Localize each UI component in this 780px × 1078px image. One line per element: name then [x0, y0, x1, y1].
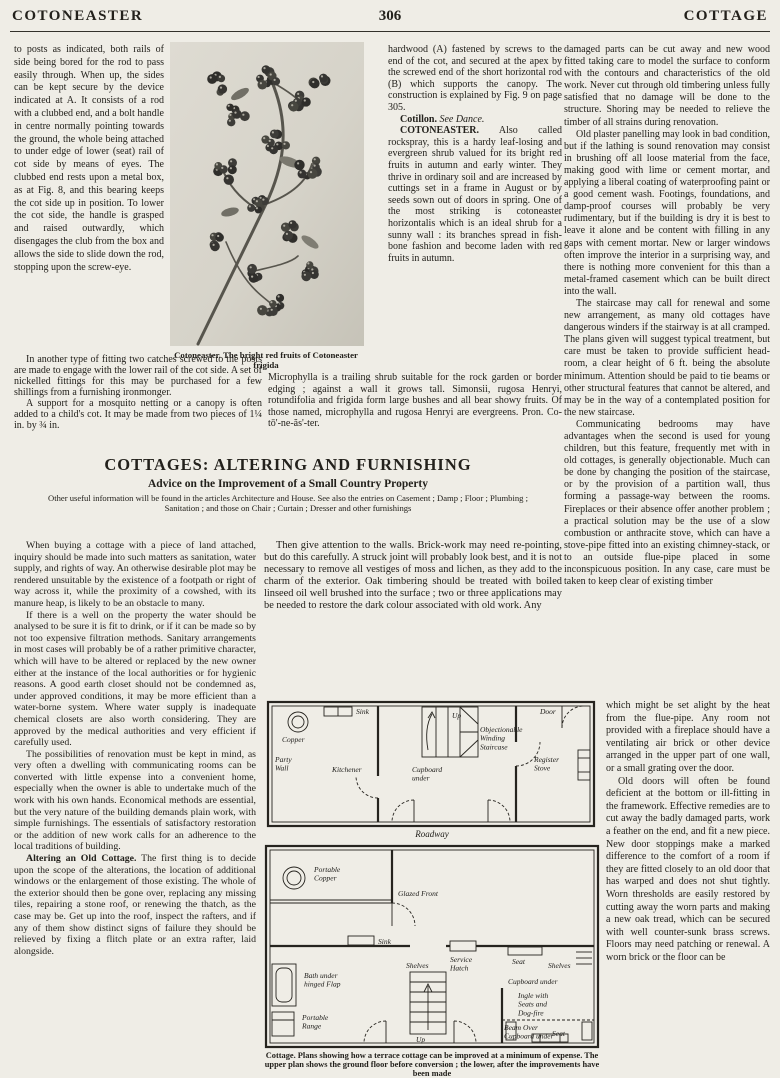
article-paragraph: If there is a well on the property the water should be analysed to be sure it is fit to drink, or if it can be made so by not too expensive filtration methods. Sanitary arrangements in most cases will probably be of a rather primitive character, which will have to be altered or replaced by the new owner either at the instance of the local authorities or for hygienic reasons. A good earth closet should not be condemned as, under approved conditions, it may be more efficient than a water-borne system. Where water supply is inadequate chemical closets are also worth considering. They are approved by the medical authorities and very efficient if carefully used. [14, 609, 256, 749]
cotoneaster-entry [388, 125, 562, 264]
cottage-paragraph: which might be set alight by the heat from the flue-pipe. Any room not provided with a fireplace should have a ventilating air brick or other device arranged in the upper part of one wall, or a small grating over the door. [606, 700, 770, 774]
plan-label-sink: Sink [378, 937, 391, 946]
page-number: 306 [378, 8, 402, 24]
cottage-paragraph: Old plaster panelling may look in bad condition, but if the lathing is sound renovation may consist in brushing off all loose material from the face, making good with lime or cement mortar, and applying a liberal coating of waterproofing paint or a good cement wash. Footings, foundations, and damp-proof courses will probably be very rudimentary, but if the building is dry it is best to leave it alone and be content with filling in any gaps with cement mortar. New or larger windows often improve the interior in a surprising way, and there is nothing more convenient for this than a metal-framed casement which can be built direct into the wall. [564, 128, 770, 297]
plan-label-shelves: Shelves [406, 961, 429, 970]
cotoneaster-photo [170, 42, 364, 346]
article-paragraph: When buying a cottage with a piece of land attached, inquiry should be made into such matters as sanitation, water supply, and rights of way. An otherwise desirable plot may be rendered unsuitable by the existence of a footpath or right of way across it, while the proximity of a cowshed, with its manure heap, is likely to be an obstacle to many. [14, 540, 256, 609]
plan-label-up: Up [416, 1035, 426, 1044]
article-paragraph-text: The first thing is to decide upon the scope of the alterations, the location of additional windows or the enlargement of those existing. The whole of the exterior should then be gone over, replacing any missing tiles, repairing a stone roof, or renewing the thatch, as the case may be. Get up into the roof, inspect the rafters, and if any of them show distinct signs of failure they should be relieved by fixing a flitch plate or an extra rafter, laid alongside. [14, 853, 256, 957]
plan-label-kitchener: Kitchener [332, 765, 362, 774]
section-subtitle: Advice on the Improvement of a Small Country Property [147, 478, 429, 490]
header-right-title: COTTAGE [683, 8, 768, 24]
cotoneaster-entry-tail [268, 372, 562, 434]
article-paragraph: The possibilities of renovation must be kept in mind, as very often a dwelling with communicating rooms can be converted with little expense into a convenient home, especially when the owner is able to undertake much of the work with his own hands. Economical methods are essential, but the very nature of the building demands plain work, with simple furnishings. The essentials of satisfactory restoration or the addition of new work calls for an adherence to the local traditions of building. [14, 748, 256, 853]
photo-caption: Cotoneaster. The bright red fruits of Cotoneaster frigida [174, 350, 358, 370]
cotillon-entry [388, 114, 562, 126]
plan-label-seat: Seat [512, 957, 525, 966]
plan-label-service-hatch: Service Hatch [450, 955, 473, 973]
plan-label-copper: Copper [282, 735, 305, 744]
right-column-lower [606, 700, 770, 1078]
cot-paragraph: A support for a mosquito netting or a canopy is often added to a child's cot. It may be made from two pieces of 1¼ in. by ¾ in. [14, 398, 262, 431]
plan-label-register-stove: Register Stove [534, 755, 559, 773]
roadway-label: Roadway [415, 829, 449, 839]
plan-label-shelves: Shelves [548, 961, 571, 970]
cot-paragraph: In another type of fitting two catches screwed to the posts are made to engage with the lower rail of the cot side. A set of nickelled fittings for this may be purchased for a few shillings from a furnishing ironmonger. [14, 354, 262, 398]
cottage-paragraph: Communicating bedrooms may have advantages when the second is used for young children, but this feature, frequently met with in old cottages, is generally objectionable. Much can be done by changing the position of the staircase, or by the provision of a partition wall, thus forming a passage-way between the rooms. Fireplaces or their absence offer another problem ; a practical solution may be the use of a slow combustion or anthracite stove, which can have a stove-pipe fitted into an existing chimney-stack, or to an outside flue-pipe placed in some inconspicuous position. In any case, care must be taken to keep clear of existing timber [564, 418, 770, 588]
header-left-title: COTONEASTER [12, 8, 144, 24]
cottage-paragraph: damaged parts can be cut away and new wood fitted taking care to model the surface to conform with the contours and characteristics of the old work. Never cut through old timbering unless fully satisfied that no damage will be done to the structure. Shoring may be needed to relieve the timber of all strains during renovation. [564, 44, 770, 128]
subheading-altering-old-cottage: Altering an Old Cottage. [26, 853, 137, 865]
plan-label-up: Up [452, 711, 462, 720]
plan-label-winding-staircase: Objectionable Winding Staircase [480, 725, 523, 752]
plan-label-sink: Sink [356, 707, 369, 716]
cot-paragraph: to posts as indicated, both rails of side being bored for the rod to pass easily through. When up, the sides can be kept secure by the device indicated at A. It consists of a rod with a clubbed end, and a bolt handle in centre normally pointing towards the ground, the whole being attached to under edge of lower (seat) rail of cot side by means of eyes. The clubbed end rests upon a metal box, as at Fig. 8, and this bearing keeps the cot side up in position. To lower the cot side, the handle is grasped and raised outwardly, which disengages the club from the box and allows the side to slide down the rod, stopping upon the screw-eye. [14, 44, 164, 273]
plan-label-beam-over: Beam Over Cupboard under [504, 1023, 554, 1041]
section-title: COTTAGES: ALTERING AND FURNISHING [104, 455, 472, 474]
plan-label-portable-range: Portable Range [302, 1013, 329, 1031]
plan-label-ingle: Ingle with Seats and Dog-fire [518, 991, 549, 1018]
floor-plan-after-conversion [264, 844, 600, 1049]
plan-label-seat: Seat [552, 1029, 565, 1038]
cot-entry-column-narrow [14, 44, 164, 350]
article-column-2 [264, 540, 562, 698]
cot-continuation: hardwood (A) fastened by screws to the end of the cot, and secured at the apex by the screwed end of the short horizontal rod (B) which supports the canopy. The construction is explained by Fig. 9 on page 305. [388, 44, 562, 113]
cotoneaster-photo-illustration [170, 42, 364, 346]
cotillon-lead: Cotillon. [400, 113, 437, 125]
cottage-paragraph: Old doors will often be found deficient at the bottom or ill-fitting in the framework. Effective remedies are to cut away the badly damaged parts, work a feather on the end, and fit a new piece. New door stoppings make a marked difference to the comfort of a room if they are fitted closely to an old door that has warped and does not shut tightly. Worn thresholds are easily restored by cutting away the worn parts and making a new oak tread, which can be secured with well counter-sunk brass screws. Floors may need patching or renewal. A worn brick or the floor can be [606, 775, 770, 963]
floor-plan-caption: Cottage. Plans showing how a terrace cottage can be improved at a minimum of expense. The upper plan shows the ground floor before conversion ; the lower, after the improvements have been made [264, 1051, 600, 1078]
cotoneaster-entry-column [388, 44, 562, 348]
header-rule [10, 31, 770, 32]
article-paragraph [14, 853, 256, 957]
article-column-1 [14, 540, 256, 1078]
plan-label-party-wall: Party Wall [275, 755, 292, 773]
cotoneaster-body: Also called rockspray, this is a hardy leaf-losing and evergreen shrub valued for its bright red fruits in autumn and early winter. They thrive in ordinary soil and are increased by cuttings set in a frame in August or by seeds sown out of doors in spring. One of the most striking is cotoneaster horizontalis which is an ideal shrub for a sunny wall : its branches spread in fish-bone fashion and become laden with red fruits in autumn. [388, 125, 562, 264]
article-paragraph: Then give attention to the walls. Brick-work may need re-pointing, but do this carefully. A struck joint will probably look best, and it is not necessary to remove all vestiges of moss and lichen, as they add to the charm of the exterior. Oak timbering should be treated with boiled linseed oil well brushed into the surface ; two or three applications may be needed to restore the dark colour associated with old work. Any [264, 540, 562, 611]
plan-label-portable-copper: Portable Copper [314, 865, 341, 883]
section-crossref-note: Other useful information will be found in the articles Architecture and House. See also the entries on Casement ; Damp ; Floor ; Plumbing ; Sanitation ; and those on Chair ; Curtain ; Dresser and other furnishings [48, 493, 528, 513]
plan-label-cupboard-under: Cupboard under [508, 977, 558, 986]
plan-label-bath: Bath under hinged Flap [304, 971, 341, 989]
cotoneaster-headword: COTONEASTER. [400, 125, 480, 137]
cotoneaster-tail-paragraph: Microphylla is a trailing shrub suitable for the rock garden or border edging ; against a wall it grows tall. Simonsii, rugosa Henryi, rotundifolia and frigida form large bushes and all bear showy fruits. Of those named, microphylla and rugosa Henryi are evergreens. Pron. Co-tō'-ne-ăs'-ter. [268, 372, 562, 430]
plan-label-door: Door [540, 707, 556, 716]
plan-label-cupboard-under: Cupboard under [412, 765, 443, 783]
right-column-upper [564, 44, 770, 696]
floor-plan-before-conversion [266, 700, 596, 828]
running-header [12, 8, 768, 30]
cottage-paragraph: The staircase may call for renewal and some new arrangement, as many old cottages have dangerous winders if the stairway is at all cramped. The plans given will suggest typical treatment, but care must be taken to provide sufficient head-room, a clear height of 6 ft. being the absolute minimum. Attention should be paid to tie beams or other structural features that cannot be altered, and may be in the way of a contemplated position for the new staircase. [564, 297, 770, 418]
plan-label-glazed-front: Glazed Front [398, 889, 438, 898]
cotillon-crossref: See Dance. [439, 113, 485, 125]
